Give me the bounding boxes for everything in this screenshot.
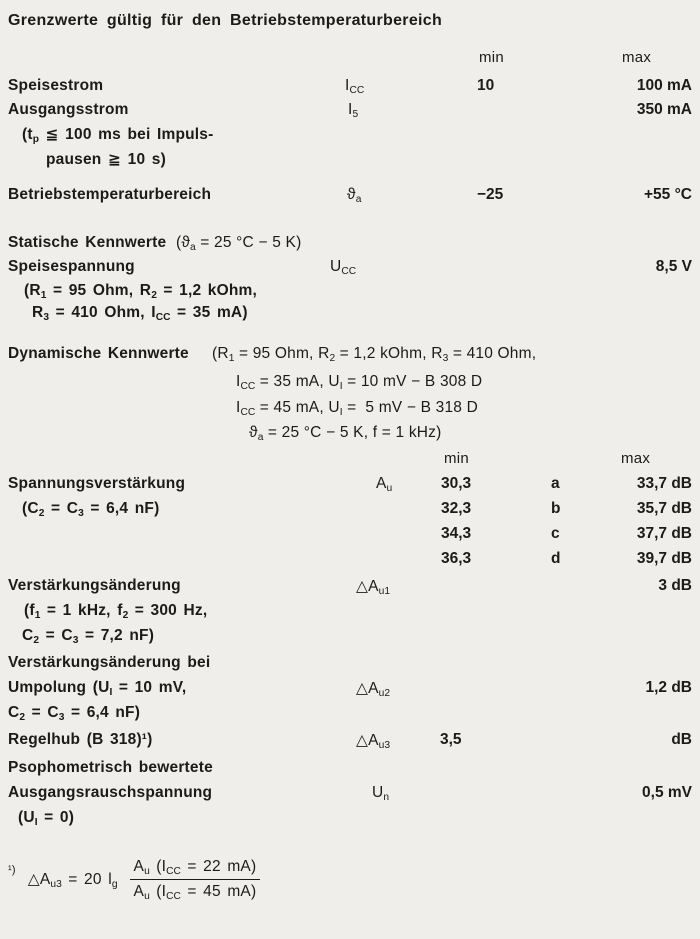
- row-min-value: 10: [477, 77, 495, 94]
- row-label: Psophometrisch bewertete: [8, 759, 213, 776]
- section-condition: ($R_1 = 95$ Ohm, $R_2 = 1,2$ kOhm, $R_3 = 410$ Ohm,: [212, 345, 537, 365]
- section-condition: ($ϑ_a = 25$ °C − 5 K): [176, 234, 302, 254]
- section-heading: Dynamische Kennwerte: [8, 345, 189, 362]
- section-heading: Statische Kennwerte: [8, 234, 167, 251]
- row-label: Ausgangsrauschspannung: [8, 784, 213, 801]
- row-max-value: 1,2 dB: [645, 679, 692, 696]
- condition-text: $ϑ_a = 25$ °C − 5 K, f = 1 kHz): [249, 424, 442, 444]
- footnote-fraction: [130, 858, 261, 901]
- column-header-min: min: [479, 49, 505, 66]
- row-max-value: +55 °C: [644, 186, 692, 203]
- row-label: Betriebstemperaturbereich: [8, 186, 212, 203]
- row-min-value: 30,3: [441, 475, 472, 492]
- table-row-verstaerkungsaenderung2-line1: [0, 654, 700, 677]
- column-header-max: max: [621, 450, 651, 467]
- table-row-verstaerkungsaenderung1: [0, 577, 700, 600]
- row-min-value: 34,3: [441, 525, 472, 542]
- table-row-spannungsverstaerkung-d: [0, 550, 700, 573]
- row-group-letter: c: [551, 525, 560, 542]
- condition-text: ($t_p$ ≦ 100 ms bei Impuls-: [22, 126, 214, 146]
- condition-line: [0, 424, 700, 447]
- condition-line: [0, 627, 700, 650]
- row-label: Verstärkungsänderung: [8, 577, 181, 594]
- condition-text: $I_{CC} = 45$ mA, $U_I = 5$ mV − B 318 D: [236, 399, 479, 419]
- condition-text: ($f_1 = 1$ kHz, $f_2 = 300$ Hz,: [24, 602, 208, 622]
- row-label: Spannungsverstärkung: [8, 475, 186, 492]
- row-group-letter: b: [551, 500, 561, 517]
- row-symbol: $U_{CC}$: [330, 258, 357, 278]
- table-row-rauschspannung-line1: [0, 759, 700, 782]
- fraction-numerator: $A_u$ ($I_{CC} = 22$ mA): [130, 858, 261, 880]
- table-row-temperatur: [0, 186, 700, 209]
- condition-text: $C_2 = C_3 = 6,4$ nF): [8, 704, 141, 724]
- condition-line: [0, 125, 700, 148]
- section-heading-dynamisch: [0, 345, 700, 368]
- row-symbol: $\triangle A_{u1}$: [356, 578, 391, 598]
- condition-line: [0, 150, 700, 173]
- row-max-value: 37,7 dB: [636, 525, 692, 542]
- condition-line: [0, 399, 700, 422]
- condition-text: pausen ≧ 10 s): [46, 151, 166, 168]
- row-max-value: 33,7 dB: [636, 475, 692, 492]
- row-min-value: 36,3: [441, 550, 472, 567]
- footnote: [8, 858, 260, 901]
- page-title: Grenzwerte gültig für den Betriebstemperaturbereich: [8, 12, 443, 29]
- row-min-value: 32,3: [441, 500, 472, 517]
- condition-line: [0, 373, 700, 396]
- row-group-letter: d: [551, 550, 561, 567]
- table-row-spannungsverstaerkung-c: [0, 525, 700, 548]
- row-symbol: $\triangle A_{u2}$: [356, 680, 391, 700]
- row-max-value: 350 mA: [636, 101, 692, 118]
- footnote-marker: ¹): [8, 863, 16, 876]
- row-symbol: $I_5$: [348, 101, 359, 121]
- column-header-max: max: [622, 49, 652, 66]
- column-header-min: min: [444, 450, 470, 467]
- fraction-denominator: $A_u$ ($I_{CC} = 45$ mA): [133, 883, 257, 903]
- condition-text: ($R_1 = 95$ Ohm, $R_2 = 1,2$ kOhm,: [24, 282, 258, 302]
- row-min-value: −25: [477, 186, 504, 203]
- limits-column-header: [0, 49, 700, 72]
- table-row-verstaerkungsaenderung2-line2: [0, 679, 700, 702]
- row-label: Ausgangsstrom: [8, 101, 129, 118]
- condition-text: $(U_I = 0)$: [18, 809, 75, 829]
- table-row-ausgangsstrom: [0, 101, 700, 124]
- row-max-value: dB: [671, 731, 692, 748]
- row-group-letter: a: [551, 475, 560, 492]
- row-label: Verstärkungsänderung bei: [8, 654, 211, 671]
- row-symbol: $ϑ_a$: [347, 186, 362, 206]
- condition-text: $R_3 = 410$ Ohm, $I_{CC} = 35$ mA): [32, 304, 248, 324]
- page-title-row: [0, 12, 700, 35]
- row-max-value: 0,5 mV: [642, 784, 692, 801]
- table-row-spannungsverstaerkung-a: [0, 475, 700, 498]
- section-heading-statisch: [0, 234, 700, 257]
- row-max-value: 8,5 V: [655, 258, 692, 275]
- condition-text: $C_2 = C_3 = 7,2$ nF): [22, 627, 155, 647]
- row-label: Speisespannung: [8, 258, 135, 275]
- row-label: Speisestrom: [8, 77, 104, 94]
- row-symbol: $I_{CC}$: [345, 77, 365, 97]
- row-symbol: $\triangle A_{u3}$: [356, 732, 391, 752]
- row-label: Umpolung ($U_I = 10$ mV,: [8, 679, 187, 699]
- gain-column-header: [0, 450, 700, 473]
- row-symbol: $U_n$: [372, 784, 390, 804]
- row-symbol: $A_u$: [376, 475, 393, 495]
- condition-text: ($C_2 = C_3 = 6,4$ nF): [22, 500, 160, 520]
- row-max-value: 100 mA: [636, 77, 692, 94]
- row-max-value: 3 dB: [658, 577, 692, 594]
- condition-line: [0, 602, 700, 625]
- table-row-speisespannung: [0, 258, 700, 281]
- row-max-value: 35,7 dB: [636, 500, 692, 517]
- table-row-spannungsverstaerkung-b: [0, 500, 700, 523]
- table-row-regelhub: [0, 731, 700, 754]
- table-row-verstaerkungsaenderung2-line3: [0, 704, 700, 727]
- table-row-speisestrom: [0, 77, 700, 100]
- condition-text: $I_{CC} = 35$ mA, $U_I = 10$ mV − B 308 D: [236, 373, 483, 393]
- row-max-value: 39,7 dB: [636, 550, 692, 567]
- condition-line: [0, 809, 700, 832]
- row-min-value: 3,5: [440, 731, 462, 748]
- table-row-rauschspannung-line2: [0, 784, 700, 807]
- condition-line: [0, 282, 700, 305]
- row-label: Regelhub (B 318)¹): [8, 731, 153, 748]
- footnote-formula-lhs: $\triangle A_{u3} = 20$ $l_g$: [27, 871, 118, 891]
- condition-line: [0, 304, 700, 327]
